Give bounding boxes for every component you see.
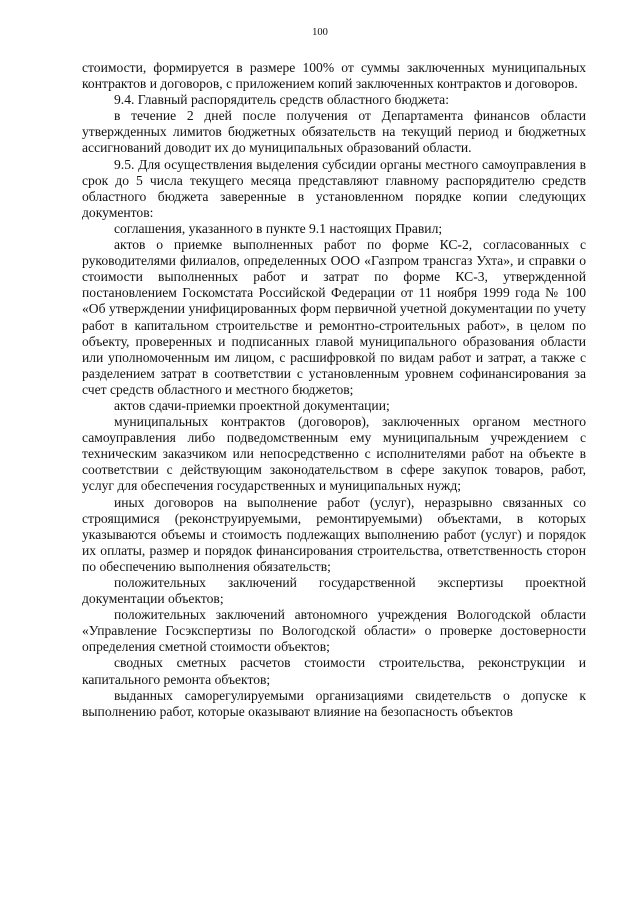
list-item-summary-estimates: сводных сметных расчетов стоимости строительства, реконструкции и капитального ремонта объектов;	[82, 655, 586, 687]
list-item-sro-certificates: выданных саморегулируемыми организациями свидетельств о допуске к выполнению работ, которые оказывают влияние на безопасность объектов	[82, 687, 586, 719]
document-body	[82, 60, 586, 720]
list-item-other-agreements: иных договоров на выполнение работ (услуг), неразрывно связанных со строящимися (реконструируемыми, ремонтируемыми) объектами, в которых указываются объемы и стоимость подлежащих выполнению работ (услуг) и порядок их оплаты, размер и порядок финансирования строительства, ответственность сторон по обеспечению выполнения обязательств;	[82, 494, 586, 574]
paragraph-9-5-heading: 9.5. Для осуществления выделения субсидии органы местного самоуправления в срок до 5 числа текущего месяца представляют главному распорядителю средств областного бюджета заверенные в установленном порядке копии следующих документов:	[82, 156, 586, 220]
list-item-cost-verification: положительных заключений автономного учреждения Вологодской области «Управление Госэкспертизы по Вологодской области» о проверке достоверности определения сметной стоимости объектов;	[82, 607, 586, 655]
list-item-state-expertise: положительных заключений государственной экспертизы проектной документации объектов;	[82, 575, 586, 607]
list-item-municipal-contracts: муниципальных контрактов (договоров), заключенных органом местного самоуправления либо подведомственным ему муниципальным учреждением с техническим заказчиком или непосредственно с исполнителями работ на объекте в соответствии с действующим законодательством в сфере закупок товаров, работ, услуг для обеспечения государственных и муниципальных нужд;	[82, 414, 586, 494]
paragraph-9-4-heading: 9.4. Главный распорядитель средств областного бюджета:	[114, 92, 449, 108]
paragraph-9-4-deadline: в течение 2 дней после получения от Департамента финансов области утвержденных лимитов бюджетных обязательств на текущий период и бюджетных ассигнований доводит их до муниципальных образований области.	[82, 108, 586, 156]
list-item-agreement: соглашения, указанного в пункте 9.1 настоящих Правил;	[114, 220, 443, 236]
paragraph-continued-cost: стоимости, формируется в размере 100% от суммы заключенных муниципальных контрактов и договоров, с приложением копий заключенных контрактов и договоров.	[82, 60, 586, 92]
list-item-design-acceptance: актов сдачи-приемки проектной документации;	[114, 397, 390, 413]
page-number: 100	[312, 27, 328, 38]
list-item-acceptance-acts: актов о приемке выполненных работ по форме КС-2, согласованных с руководителями филиалов, определенных ООО «Газпром трансгаз Ухта», и справки о стоимости выполненных работ и затрат по форме КС-3, утвержденной постановлением Госкомстата Российской Федерации от 11 ноября 1999 года № 100 «Об утверждении унифицированных форм первичной учетной документации по учету работ в капитальном строительстве и ремонтно-строительных работ», в целом по объекту, проверенных и подписанных главой муниципального образования области или уполномоченным им лицом, с расшифровкой по видам работ и затрат, а также с разделением затрат в соответствии с установленным уровнем софинансирования за счет средств областного и местного бюджетов;	[82, 237, 586, 397]
